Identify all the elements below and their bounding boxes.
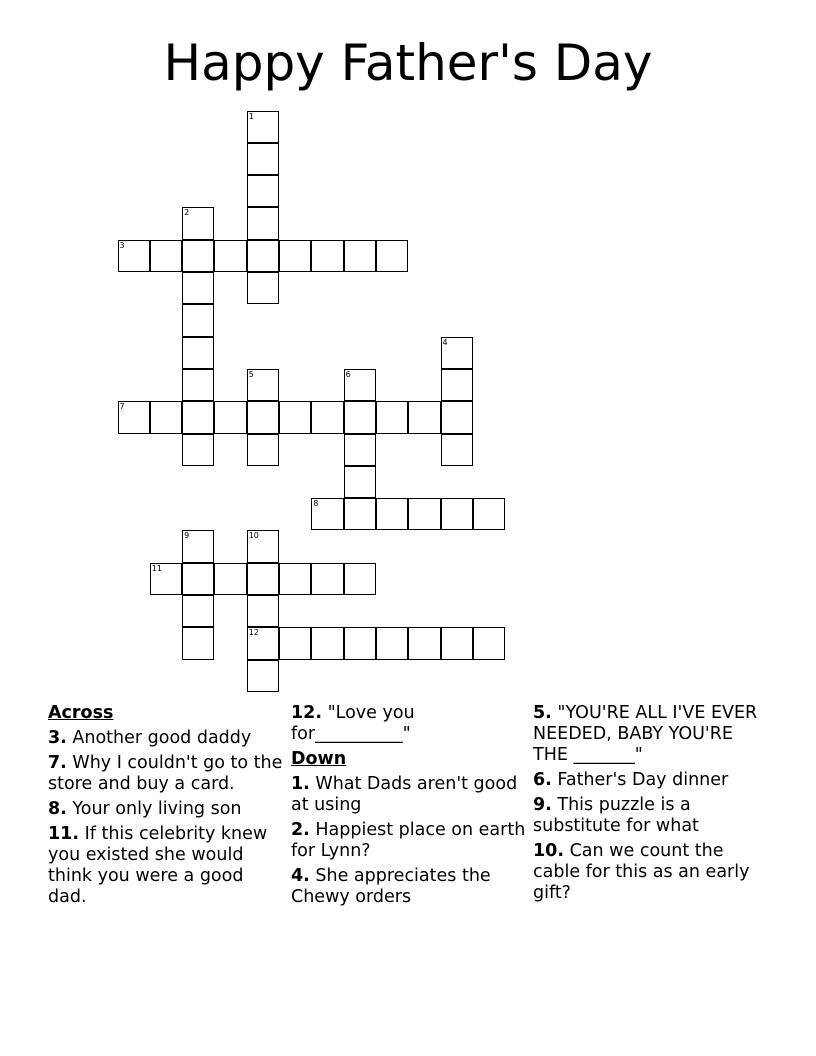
grid-cell xyxy=(247,369,279,401)
cell-number: 9 xyxy=(184,531,190,541)
grid-cell xyxy=(247,401,279,433)
clues-column-1 xyxy=(48,703,284,912)
grid-cell xyxy=(247,563,279,595)
grid-cell xyxy=(182,207,214,239)
grid-cell xyxy=(247,207,279,239)
clue-text: Can we count the cable for this as an early gift? xyxy=(533,841,750,903)
grid-cell xyxy=(311,627,343,659)
clue-number: 11. xyxy=(48,824,80,844)
clue-text: Father's Day dinner xyxy=(551,770,729,790)
grid-cell xyxy=(279,401,311,433)
grid-cell xyxy=(150,401,182,433)
clue-text: If this celebrity knew you existed she would think you were a good dad. xyxy=(48,824,268,907)
grid-cell xyxy=(182,563,214,595)
clue-text: This puzzle is a substitute for what xyxy=(533,795,699,836)
grid-cell xyxy=(441,401,473,433)
grid-cell xyxy=(311,498,343,530)
clue-down-5 xyxy=(533,703,769,766)
cell-number: 7 xyxy=(119,402,125,412)
cell-number: 10 xyxy=(248,531,259,541)
grid-cell xyxy=(441,434,473,466)
cell-number: 5 xyxy=(248,369,254,379)
clue-number: 4. xyxy=(291,866,310,886)
grid-cell xyxy=(376,627,408,659)
clue-across-12 xyxy=(291,703,527,745)
clue-number: 9. xyxy=(533,795,552,815)
grid-cell xyxy=(441,627,473,659)
grid-cell xyxy=(118,401,150,433)
grid-cell xyxy=(214,401,246,433)
clue-down-10 xyxy=(533,841,769,904)
puzzle-title: Happy Father's Day xyxy=(163,34,653,92)
clue-number: 6. xyxy=(533,770,552,790)
grid-cell xyxy=(376,240,408,272)
cell-number: 11 xyxy=(151,563,162,573)
grid-cell xyxy=(344,434,376,466)
clue-down-9 xyxy=(533,795,769,837)
grid-cell xyxy=(214,563,246,595)
grid-cell xyxy=(214,240,246,272)
cell-number: 1 xyxy=(248,111,254,121)
clue-number: 2. xyxy=(291,820,310,840)
cell-number: 8 xyxy=(313,499,319,509)
grid-cell xyxy=(182,369,214,401)
grid-cell xyxy=(150,563,182,595)
clue-text: Another good daddy xyxy=(66,728,252,748)
clue-down-4 xyxy=(291,866,527,908)
grid-cell xyxy=(118,240,150,272)
grid-cell xyxy=(247,111,279,143)
grid-cell xyxy=(182,304,214,336)
clue-across-3 xyxy=(48,728,284,749)
clue-down-6 xyxy=(533,770,769,791)
clue-number: 8. xyxy=(48,799,67,819)
clue-number: 3. xyxy=(48,728,67,748)
grid-cell xyxy=(279,563,311,595)
cell-number: 12 xyxy=(248,628,259,638)
clue-down-1 xyxy=(291,774,527,816)
clue-across-11 xyxy=(48,824,284,908)
clue-number: 10. xyxy=(533,841,565,861)
cell-number: 4 xyxy=(442,337,448,347)
grid-cell xyxy=(344,401,376,433)
grid-cell xyxy=(247,595,279,627)
clue-text: "YOU'RE ALL I'VE EVER NEEDED, BABY YOU'RE THE _______" xyxy=(533,703,758,765)
grid-cell xyxy=(408,498,440,530)
grid-cell xyxy=(344,240,376,272)
grid-cell xyxy=(441,369,473,401)
grid-cell xyxy=(473,627,505,659)
grid-cell xyxy=(150,240,182,272)
clue-across-8 xyxy=(48,799,284,820)
cell-number: 2 xyxy=(184,208,190,218)
grid-cell xyxy=(344,627,376,659)
grid-cell xyxy=(344,498,376,530)
grid-cell xyxy=(441,498,473,530)
grid-cell xyxy=(247,143,279,175)
grid-cell xyxy=(344,563,376,595)
clue-across-7 xyxy=(48,753,284,795)
grid-cell xyxy=(247,272,279,304)
clue-number: 7. xyxy=(48,753,67,773)
clues-column-2 xyxy=(291,703,527,912)
grid-cell xyxy=(247,660,279,692)
cell-number: 6 xyxy=(345,369,351,379)
grid-cell xyxy=(344,466,376,498)
grid-cell xyxy=(376,401,408,433)
grid-cell xyxy=(408,401,440,433)
grid-cell xyxy=(247,627,279,659)
clue-number: 12. xyxy=(291,703,323,723)
grid-cell xyxy=(182,627,214,659)
grid-cell xyxy=(247,240,279,272)
cell-number: 3 xyxy=(119,240,125,250)
clue-text: She appreciates the Chewy orders xyxy=(291,866,491,907)
grid-cell xyxy=(247,434,279,466)
down-heading: Down xyxy=(291,749,347,769)
grid-cell xyxy=(344,369,376,401)
clue-text: Why I couldn't go to the store and buy a card. xyxy=(48,753,283,794)
grid-cell xyxy=(182,401,214,433)
clue-text: "Love you for__________" xyxy=(291,703,415,744)
grid-cell xyxy=(247,530,279,562)
grid-cell xyxy=(279,240,311,272)
clues-column-3 xyxy=(533,703,769,908)
grid-cell xyxy=(408,627,440,659)
clue-text: Happiest place on earth for Lynn? xyxy=(291,820,526,861)
grid-cell xyxy=(311,401,343,433)
clue-text: Your only living son xyxy=(66,799,242,819)
grid-cell xyxy=(182,272,214,304)
clue-number: 5. xyxy=(533,703,552,723)
grid-cell xyxy=(441,337,473,369)
across-heading: Across xyxy=(48,703,114,723)
grid-cell xyxy=(182,595,214,627)
grid-cell xyxy=(376,498,408,530)
clue-down-2 xyxy=(291,820,527,862)
grid-cell xyxy=(473,498,505,530)
grid-cell xyxy=(311,240,343,272)
clue-text: What Dads aren't good at using xyxy=(291,774,518,815)
grid-cell xyxy=(279,627,311,659)
grid-cell xyxy=(311,563,343,595)
grid-cell xyxy=(247,175,279,207)
grid-cell xyxy=(182,337,214,369)
grid-cell xyxy=(182,240,214,272)
grid-cell xyxy=(182,434,214,466)
grid-cell xyxy=(182,530,214,562)
clue-number: 1. xyxy=(291,774,310,794)
